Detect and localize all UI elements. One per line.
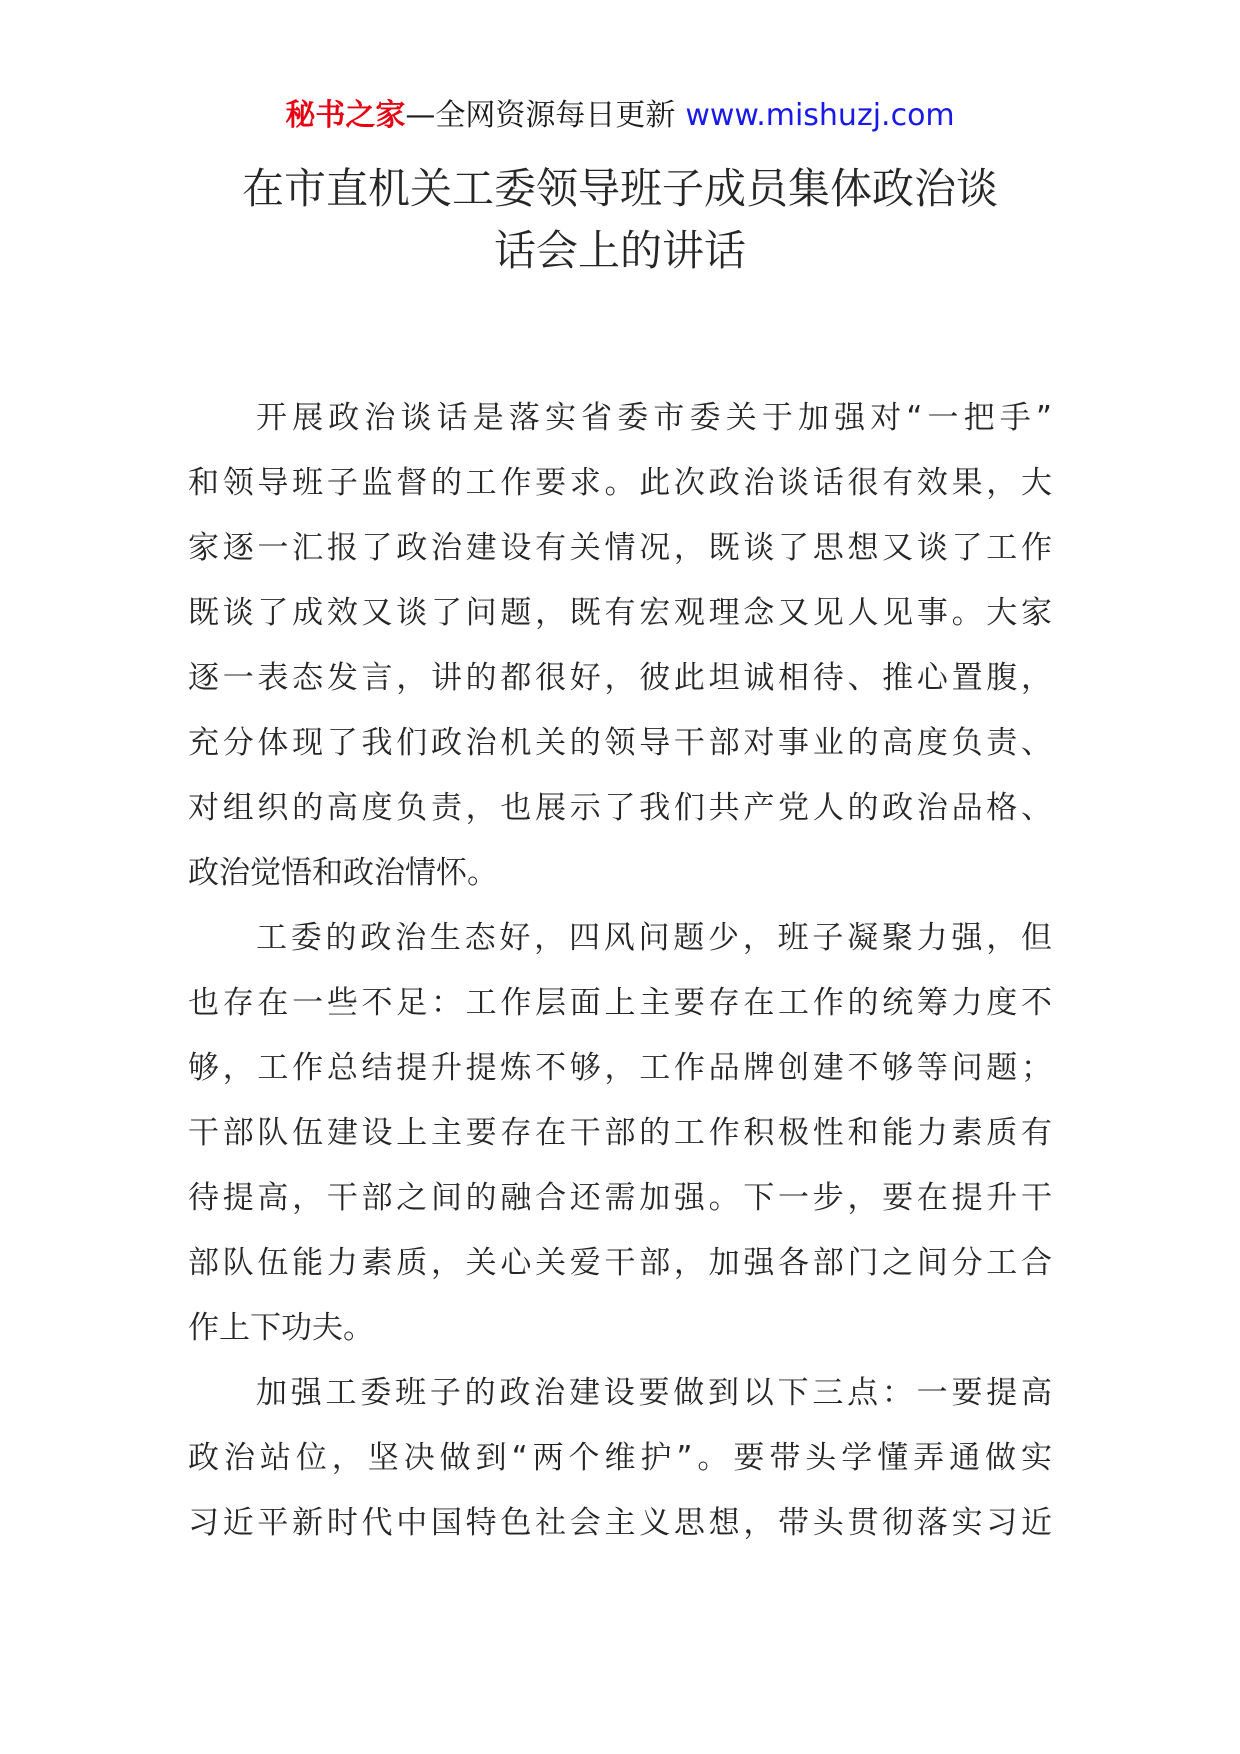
paragraph-3-line: 政治站位，坚决做到“两个维护”。要带头学懂弄通做实 — [188, 1440, 1052, 1476]
paragraph-1-line: 充分体现了我们政治机关的领导干部对事业的高度负责、 — [188, 725, 1052, 761]
paragraph-1-line: 政治觉悟和政治情怀。 — [188, 855, 498, 891]
document-body — [188, 386, 1052, 1556]
paragraph-2-line: 作上下功夫。 — [188, 1310, 374, 1346]
paragraph-1-line: 和领导班子监督的工作要求。此次政治谈话很有效果，大 — [188, 465, 1052, 501]
title-line-1: 在市直机关工委领导班子成员集体政治谈 — [241, 164, 998, 213]
paragraph-2-line: 干部队伍建设上主要存在干部的工作积极性和能力素质有 — [188, 1115, 1052, 1151]
paragraph-2-line: 待提高，干部之间的融合还需加强。下一步，要在提升干 — [188, 1180, 1052, 1216]
site-tagline: —全网资源每日更新 — [405, 98, 676, 133]
brand-name: 秘书之家 — [285, 98, 406, 133]
paragraph-2-line: 也存在一些不足：工作层面上主要存在工作的统筹力度不 — [188, 985, 1052, 1021]
paragraph-1-line: 家逐一汇报了政治建设有关情况，既谈了思想又谈了工作 — [188, 530, 1052, 566]
paragraph-2-line: 够，工作总结提升提炼不够，工作品牌创建不够等问题； — [188, 1050, 1052, 1086]
document-title — [190, 158, 1050, 282]
paragraph-1-line: 开展政治谈话是落实省委市委关于加强对“一把手” — [256, 400, 1052, 436]
title-line-2: 话会上的讲话 — [493, 226, 746, 275]
paragraph-3-line: 习近平新时代中国特色社会主义思想，带头贯彻落实习近 — [188, 1505, 1052, 1541]
paragraph-1-line: 对组织的高度负责，也展示了我们共产党人的政治品格、 — [188, 790, 1052, 826]
paragraph-3-line: 加强工委班子的政治建设要做到以下三点：一要提高 — [256, 1375, 1052, 1411]
paragraph-1-line: 既谈了成效又谈了问题，既有宏观理念又见人见事。大家 — [188, 595, 1052, 631]
paragraph-2-line: 部队伍能力素质，关心关爱干部，加强各部门之间分工合 — [188, 1245, 1052, 1281]
site-url-link[interactable]: www.mishuzj.com — [685, 98, 955, 133]
paragraph-1-line: 逐一表态发言，讲的都很好，彼此坦诚相待、推心置腹， — [188, 660, 1052, 696]
site-header — [0, 96, 1240, 136]
paragraph-2-line: 工委的政治生态好，四风问题少，班子凝聚力强，但 — [256, 920, 1052, 956]
